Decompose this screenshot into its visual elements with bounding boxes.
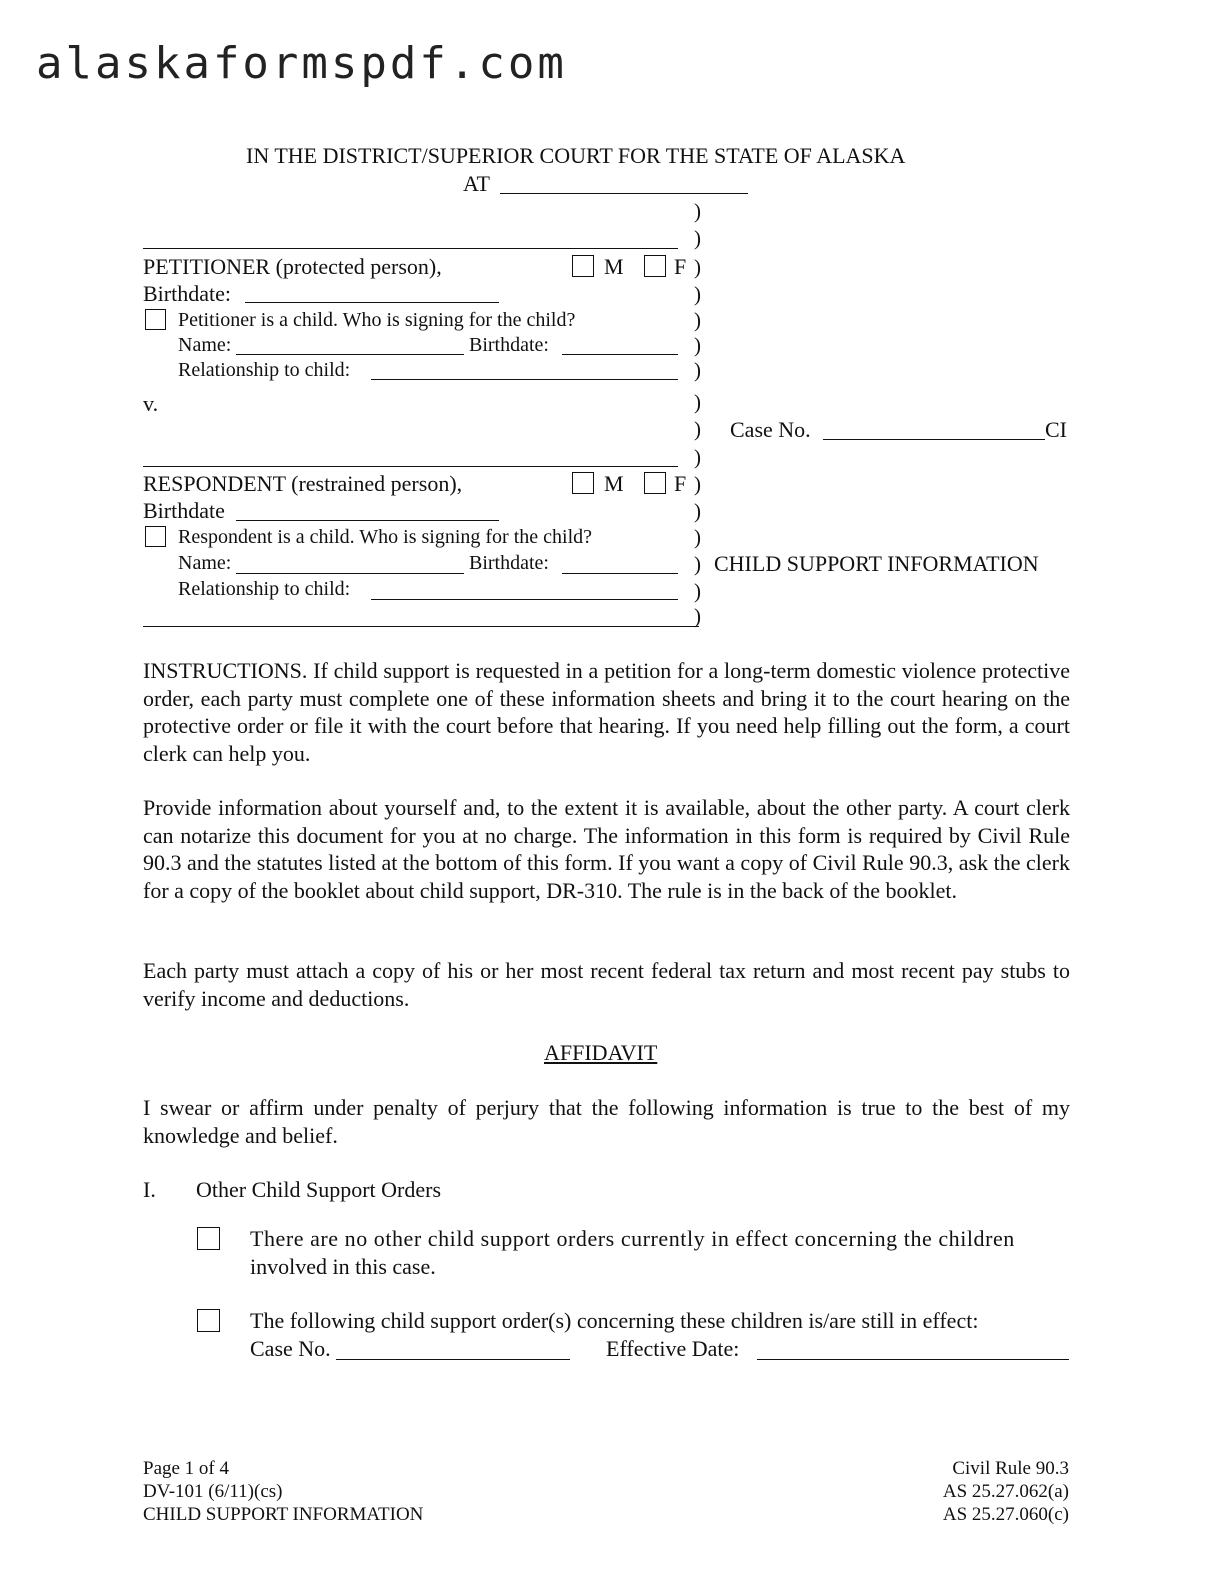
petitioner-signer-birthdate-label: Birthdate: [469,334,549,356]
respondent-male-label: M [604,471,624,496]
section-number: I. [143,1177,156,1202]
respondent-female-label: F [674,471,687,496]
watermark-logo: alaskaformspdf.com [36,38,567,89]
footer-form-id: DV-101 (6/11)(cs) [143,1481,283,1502]
petitioner-is-child-checkbox[interactable] [145,309,166,330]
other-order-case-number-field[interactable] [336,1359,570,1360]
petitioner-signer-birthdate-field[interactable] [562,354,678,355]
respondent-relationship-field[interactable] [371,599,678,600]
respondent-signer-name-label: Name: [178,552,232,574]
at-label: AT [463,171,490,196]
document-title: CHILD SUPPORT INFORMATION [714,551,1039,576]
respondent-is-child-checkbox[interactable] [145,526,166,547]
other-orders-checkbox[interactable] [197,1309,220,1332]
case-number-suffix: CI [1045,417,1067,442]
respondent-is-child-label: Respondent is a child. Who is signing for the child? [178,526,593,548]
affidavit-title: AFFIDAVIT [544,1040,658,1065]
case-number-field[interactable] [823,439,1045,440]
petitioner-name-field[interactable] [143,248,678,249]
petitioner-signer-name-label: Name: [178,334,232,356]
no-other-orders-checkbox[interactable] [197,1227,220,1250]
instructions-paragraph: INSTRUCTIONS. If child support is requested in a petition for a long-term domestic violence protective order, each party must complete one of these information sheets and bring it to the court hearing on the protective order or file it with the court before that hearing. If you need help filling out the form, a court clerk can help you. [143,658,1070,766]
respondent-name-field[interactable] [143,466,678,467]
petitioner-relationship-field[interactable] [371,379,678,380]
petitioner-is-child-label: Petitioner is a child. Who is signing for the child? [178,309,576,331]
respondent-label: RESPONDENT (restrained person), [143,471,463,496]
respondent-signer-name-field[interactable] [236,573,464,574]
petitioner-birthdate-label: Birthdate: [143,281,231,306]
respondent-signer-birthdate-label: Birthdate: [469,552,549,574]
footer-rule-civil: Civil Rule 90.3 [952,1458,1069,1479]
caption-bottom-rule [143,626,699,627]
footer-rule-statute-c: AS 25.27.060(c) [942,1504,1069,1525]
respondent-signer-birthdate-field[interactable] [562,573,678,574]
respondent-birthdate-label: Birthdate [143,498,225,523]
footer-rule-statute-a: AS 25.27.062(a) [942,1481,1069,1502]
other-orders-text: The following child support order(s) concerning these children is/are still in effect: [250,1308,979,1333]
respondent-relationship-label: Relationship to child: [178,578,351,600]
at-location-field[interactable] [500,193,748,194]
respondent-female-checkbox[interactable] [644,472,666,494]
case-number-label: Case No. [730,417,811,442]
footer-page-number: Page 1 of 4 [143,1458,230,1479]
effective-date-field[interactable] [757,1359,1069,1360]
no-other-orders-text-line2: involved in this case. [250,1254,436,1279]
affidavit-statement: I swear or affirm under penalty of perjury that the following information is true to the best of my knowledge and belief. [143,1095,1070,1148]
petitioner-signer-name-field[interactable] [236,354,464,355]
petitioner-male-label: M [604,254,624,279]
attach-documents-paragraph: Each party must attach a copy of his or her most recent federal tax return and most recent pay stubs to verify income and deductions. [143,958,1070,1011]
footer-form-title: CHILD SUPPORT INFORMATION [143,1504,424,1525]
no-other-orders-text-line1: There are no other child support orders currently in effect concerning the children [250,1226,1015,1251]
petitioner-male-checkbox[interactable] [572,255,594,277]
petitioner-birthdate-field[interactable] [245,302,499,303]
court-heading: IN THE DISTRICT/SUPERIOR COURT FOR THE STATE OF ALASKA [246,143,906,168]
other-order-case-number-label: Case No. [250,1336,331,1361]
petitioner-female-label: F [674,254,687,279]
petitioner-label: PETITIONER (protected person), [143,254,442,279]
respondent-birthdate-field[interactable] [236,520,499,521]
effective-date-label: Effective Date: [606,1336,740,1361]
provide-info-paragraph: Provide information about yourself and, to the extent it is available, about the other party. A court clerk can notarize this document for you at no charge. The information in this form is required by Civil Rule 90.3 and the statutes listed at the bottom of this form. If you want a copy of Civil Rule 90.3, ask the clerk for a copy of the booklet about child support, DR-310. The rule is in the back of the booklet. [143,795,1070,903]
respondent-male-checkbox[interactable] [572,472,594,494]
section-title: Other Child Support Orders [196,1177,442,1202]
petitioner-female-checkbox[interactable] [644,255,666,277]
petitioner-relationship-label: Relationship to child: [178,359,351,381]
versus-label: v. [143,391,159,416]
